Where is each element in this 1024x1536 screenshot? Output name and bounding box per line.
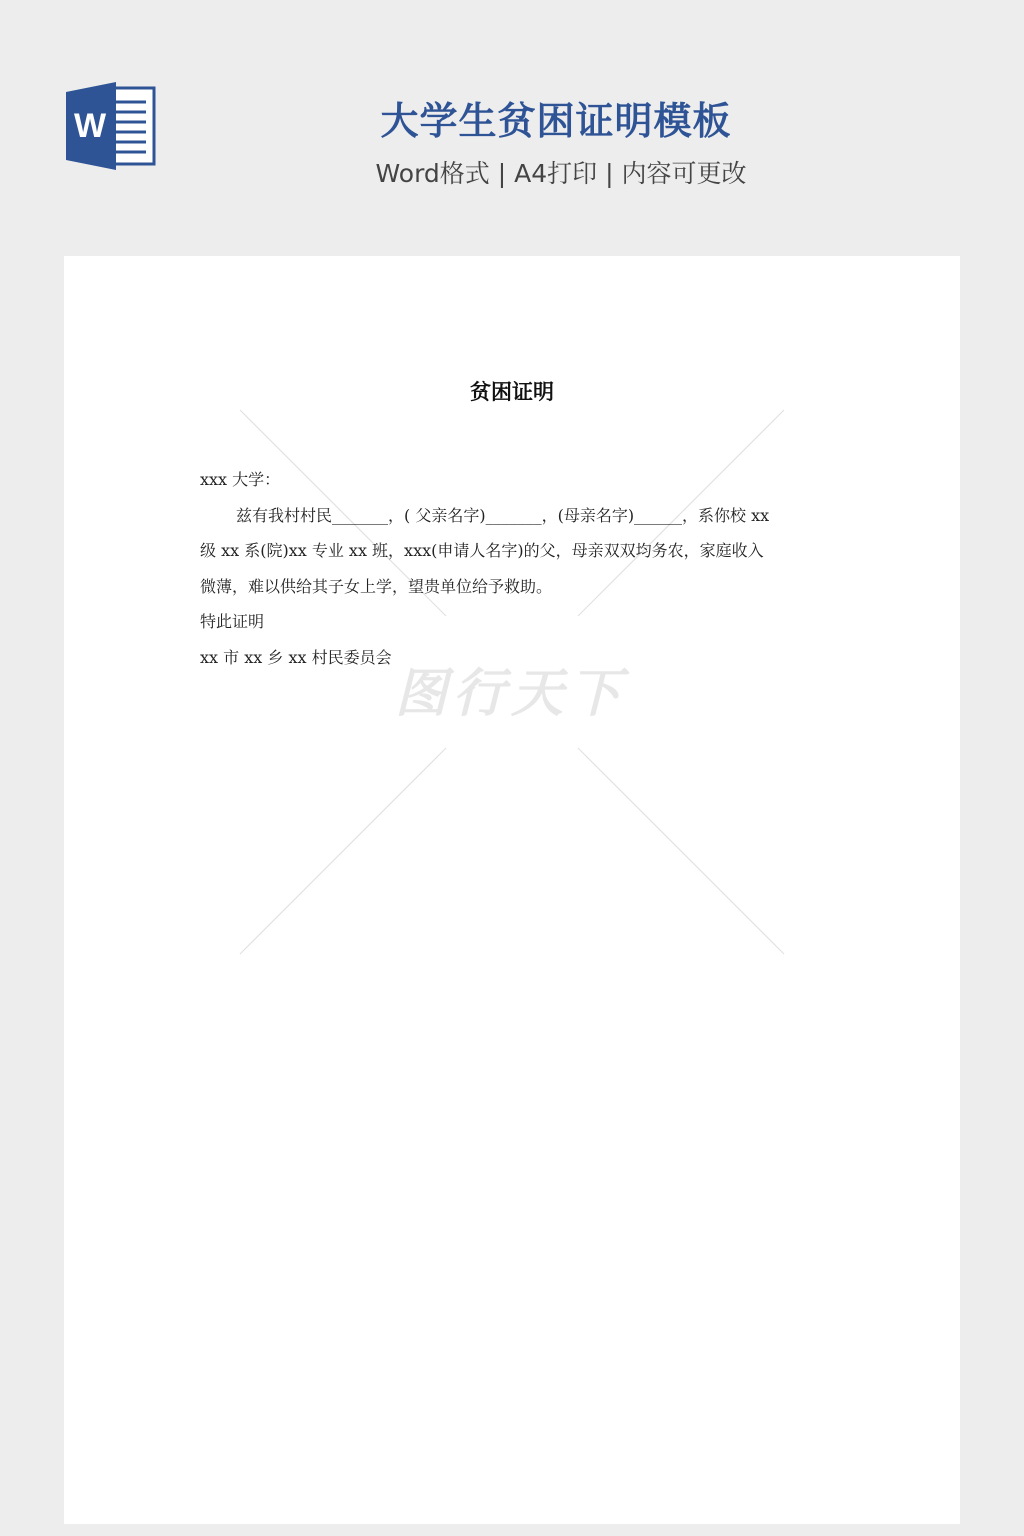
page-title: 大学生贫困证明模板 (380, 99, 732, 143)
watermark-diagonal-lines (64, 256, 960, 1524)
page-subtitle: Word格式 | A4打印 | 内容可更改 (375, 159, 747, 188)
body-line: 微薄，难以供给其子女上学，望贵单位给予救助。 (200, 576, 553, 596)
signature: xx 市 xx 乡 xx 村民委员会 (200, 647, 392, 667)
body-line: 兹有我村村民_______，( 父亲名字)_______，(母亲名字)______，系你校 xx (236, 505, 770, 525)
body-line: 级 xx 系(院)xx 专业 xx 班，xxx(申请人名字)的父，母亲双双均务农，家庭收入 (200, 541, 764, 560)
salutation: xxx 大学： (200, 470, 281, 489)
document-title: 贫困证明 (470, 379, 554, 404)
watermark-logo: 图行天下 (394, 663, 627, 724)
closing: 特此证明 (200, 612, 265, 631)
word-logo-letter: W (73, 107, 107, 145)
document-page (64, 256, 960, 1524)
document-body (200, 462, 824, 675)
